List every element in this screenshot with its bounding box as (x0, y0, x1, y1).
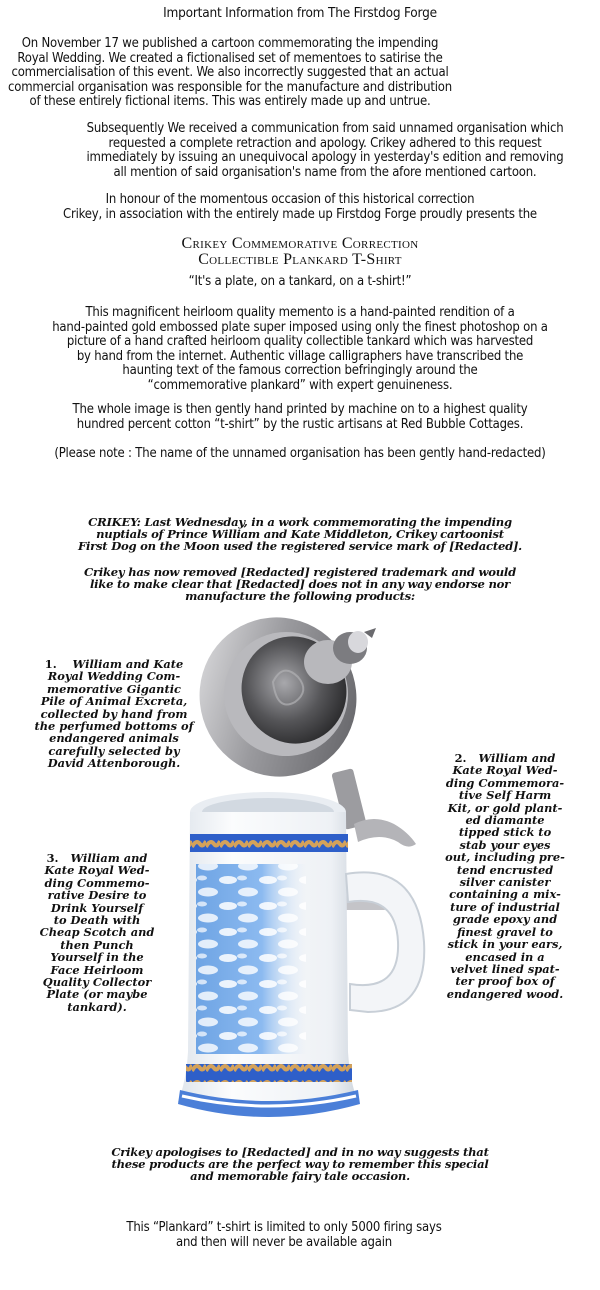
item-line: the perfumed bottoms of (34, 719, 194, 734)
text-line: Subsequently We received a communication from said unnamed organisation which (86, 121, 564, 136)
text-line: picture of a hand crafted heirloom quality collectible tankard which was harvested (66, 334, 534, 349)
text-line: hand-painted gold embossed plate super imposed using only the finest photoshop on a (52, 319, 548, 335)
text-line: manufacture the following products: (185, 589, 415, 604)
product-tagline: “It's a plate, on a tankard, on a t-shirt!” (188, 274, 412, 289)
text-line: Crikey, in association with the entirely made up Firstdog Forge proudly presents the (63, 206, 537, 222)
product-item-3 (22, 852, 172, 1013)
intro-paragraph-1 (0, 37, 460, 110)
tankard-image (178, 612, 448, 1132)
limited-edition-notice (0, 1221, 568, 1250)
item-line: Plate (or maybe (46, 987, 148, 1002)
item-line: to Death with (53, 913, 141, 928)
item-line: ture of industrial (450, 899, 560, 914)
item-line: David Attenborough. (47, 756, 181, 771)
item-line: Kate Royal Wed- (452, 763, 558, 778)
item-text: William and (478, 751, 556, 765)
item-line: ding Commemo- (44, 875, 150, 890)
item-line: carefully selected by (48, 743, 180, 758)
text-line: commercialisation of this event. We also incorrectly suggested that an actual (11, 65, 449, 80)
product-name-line: Crikey Commemorative Correction (181, 235, 419, 252)
text-line: Royal Wedding. We created a fictionalised set of mementoes to satirise the (17, 50, 443, 66)
item-line: Drink Yourself (50, 900, 144, 915)
redaction-note: (Please note : The name of the unnamed organisation has been gently hand-redacted) (54, 446, 546, 461)
product-name-line: Collectible Plankard T-Shirt (198, 251, 402, 268)
text-line: immediately by issuing an unequivocal apology in yesterday's edition and removing (86, 150, 564, 165)
text-line: these products are the perfect way to remember this special (111, 1157, 489, 1172)
item-line: encased in a (465, 949, 545, 964)
item-line: Quality Collector (42, 975, 152, 990)
correction-paragraph-2 (0, 566, 600, 603)
product-description (0, 306, 600, 393)
item-line: silver canister (459, 875, 551, 890)
text-line: CRIKEY: Last Wednesday, in a work commemorating the impending (88, 515, 512, 529)
item-line: Pile of Animal Excreta, (40, 694, 188, 709)
text-line: nuptials of Prince William and Kate Middleton, Crikey cartoonist (96, 527, 504, 542)
text-line: hundred percent cotton “t-shirt” by the rustic artisans at Red Bubble Cottages. (76, 416, 524, 432)
text-line: of these entirely fictional items. This was entirely made up and untrue. (29, 94, 431, 109)
text-line: “commemorative plankard” with expert genuineness. (147, 377, 453, 393)
text-line: and memorable fairy tale occasion. (190, 1169, 410, 1184)
item-line: ter proof box of (455, 974, 555, 989)
text-line: This magnificent heirloom quality memento is a hand-painted rendition of a (85, 305, 515, 320)
correction-paragraph-1 (0, 516, 600, 553)
item-line: Kit, or gold plant- (447, 800, 563, 815)
item-text: William and (70, 851, 148, 865)
tankard-body (178, 792, 360, 1117)
item-text: William and Kate (72, 657, 184, 671)
item-line: out, including pre- (445, 850, 565, 865)
text-line: haunting text of the famous correction befringingly around the (122, 363, 478, 378)
item-line: Cheap Scotch and (39, 925, 155, 940)
text-line: This “Plankard” t-shirt is limited to only 5000 firing says (126, 1220, 442, 1235)
item-line: Face Heirloom (50, 962, 144, 977)
item-line: tend encrusted (456, 862, 554, 877)
item-line: finest gravel to (457, 924, 553, 939)
item-number: 2. (454, 751, 467, 765)
item-line: Yourself in the (50, 950, 144, 965)
item-line: collected by hand from (40, 706, 188, 721)
item-line: tive Self Harm (458, 788, 552, 803)
item-line: velvet lined spat- (450, 961, 560, 976)
item-line: endangered wood. (446, 986, 564, 1001)
text-line: requested a complete retraction and apology. Crikey adhered to this request (108, 135, 542, 151)
item-line: Royal Wedding Com- (47, 669, 181, 684)
item-line: ed diamante (465, 813, 545, 828)
text-line: like to make clear that [Redacted] does not in any way endorse nor (90, 577, 510, 592)
printing-paragraph (0, 403, 600, 432)
item-line: memorative Gigantic (47, 681, 181, 696)
item-line: stab your eyes (459, 837, 551, 852)
text-line: In honour of the momentous occasion of this historical correction (105, 192, 475, 207)
item-line: stick in your ears, (447, 937, 563, 952)
product-item-1 (14, 658, 214, 770)
item-line: containing a mix- (449, 887, 561, 902)
item-line: grade epoxy and (452, 912, 558, 927)
product-name (0, 236, 600, 268)
text-line: Crikey apologises to [Redacted] and in no way suggests that (111, 1145, 489, 1159)
item-line: ding Commemora- (445, 775, 565, 790)
text-line: all mention of said organisation's name from the afore mentioned cartoon. (113, 164, 537, 180)
page-title: Important Information from The Firstdog Forge (163, 5, 437, 21)
text-line: Crikey has now removed [Redacted] registered trademark and would (84, 565, 516, 579)
intro-paragraph-3 (0, 193, 600, 222)
item-line: rative Desire to (47, 888, 147, 903)
item-line: endangered animals (49, 731, 179, 746)
item-line: Kate Royal Wed- (44, 863, 150, 878)
item-number: 1. (44, 657, 57, 671)
item-line: then Punch (60, 937, 134, 952)
intro-paragraph-2 (60, 122, 590, 180)
item-number: 3. (46, 851, 59, 865)
item-line: tipped stick to (458, 825, 552, 840)
apology-paragraph (0, 1146, 600, 1183)
text-line: by hand from the internet. Authentic village calligraphers have transcribed the (76, 348, 524, 364)
text-line: On November 17 we published a cartoon commemorating the impending (21, 36, 439, 51)
product-item-2 (430, 752, 580, 1000)
text-line: and then will never be available again (176, 1234, 392, 1250)
text-line: The whole image is then gently hand printed by machine on to a highest quality (72, 402, 528, 417)
item-line: tankard). (67, 999, 127, 1014)
text-line: First Dog on the Moon used the registered service mark of [Redacted]. (78, 539, 522, 554)
text-line: commercial organisation was responsible for the manufacture and distribution (8, 79, 452, 95)
tankard-handle (346, 872, 424, 1012)
